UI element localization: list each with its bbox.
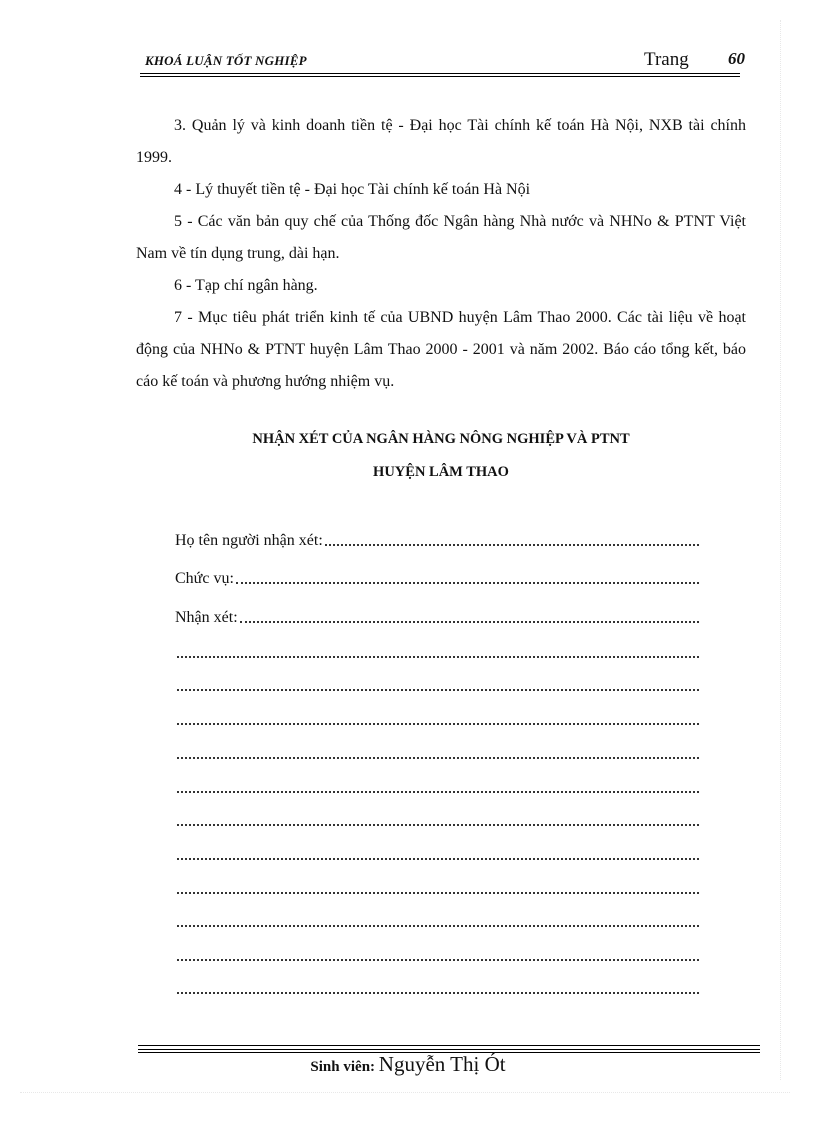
page-border-right — [780, 20, 781, 1080]
comment-dots — [240, 621, 699, 623]
comment-label: Nhận xét: — [175, 609, 238, 626]
position-dots — [236, 582, 699, 584]
comment-dotted-line — [177, 959, 699, 961]
reviewer-name-label: Họ tên người nhận xét: — [175, 532, 323, 549]
comment-dotted-line — [177, 824, 699, 826]
position-field — [175, 564, 699, 588]
reference-item: 6 - Tạp chí ngân hàng. — [174, 277, 318, 294]
comment-dotted-line — [177, 858, 699, 860]
comment-dotted-line — [177, 757, 699, 759]
review-heading-line1: NHẬN XÉT CỦA NGÂN HÀNG NÔNG NGHIỆP VÀ PTNT — [252, 431, 630, 447]
reference-item: 7 - Mục tiêu phát triển kinh tế của UBND huyện Lâm Thao 2000. Các tài liệu về hoạt động của NHNo & PTNT huyện Lâm Thao 2000 - 2001 và năm 2002. Báo cáo tổng kết, báo cáo kế toán và phương hướng nhiệm vụ. — [136, 309, 746, 390]
comment-dotted-line — [177, 925, 699, 927]
comment-dotted-line — [177, 992, 699, 994]
comment-dotted-line — [177, 723, 699, 725]
comment-dotted-line — [177, 656, 699, 658]
footer-rule — [138, 1045, 760, 1050]
reviewer-name-dots — [325, 544, 699, 546]
comment-field — [175, 603, 699, 627]
page-border-bottom — [20, 1092, 790, 1093]
comment-dotted-line — [177, 892, 699, 894]
review-heading-line2: HUYỆN LÂM THAO — [373, 464, 509, 480]
reference-item: 3. Quản lý và kinh doanh tiền tệ - Đại học Tài chính kế toán Hà Nội, NXB tài chính 1999. — [136, 117, 746, 166]
student-label: Sinh viên — [310, 1059, 371, 1075]
header-title: KHOÁ LUẬN TỐT NGHIỆP — [145, 53, 307, 68]
footer — [0, 1052, 816, 1077]
student-label-colon: : — [370, 1059, 379, 1075]
student-name: Nguyễn Thị Ót — [378, 1052, 506, 1076]
header-rule — [140, 73, 740, 77]
comment-dotted-line — [177, 689, 699, 691]
reviewer-name-field — [175, 526, 699, 550]
reference-item: 5 - Các văn bản quy chế của Thống đốc Ngân hàng Nhà nước và NHNo & PTNT Việt Nam về tín dụng trung, dài hạn. — [136, 213, 746, 262]
header-page-label: Trang — [644, 49, 689, 70]
reference-item: 4 - Lý thuyết tiền tệ - Đại học Tài chính kế toán Hà Nội — [174, 181, 531, 198]
header-page-number: 60 — [728, 49, 745, 68]
position-label: Chức vụ: — [175, 570, 234, 587]
comment-dotted-line — [177, 791, 699, 793]
